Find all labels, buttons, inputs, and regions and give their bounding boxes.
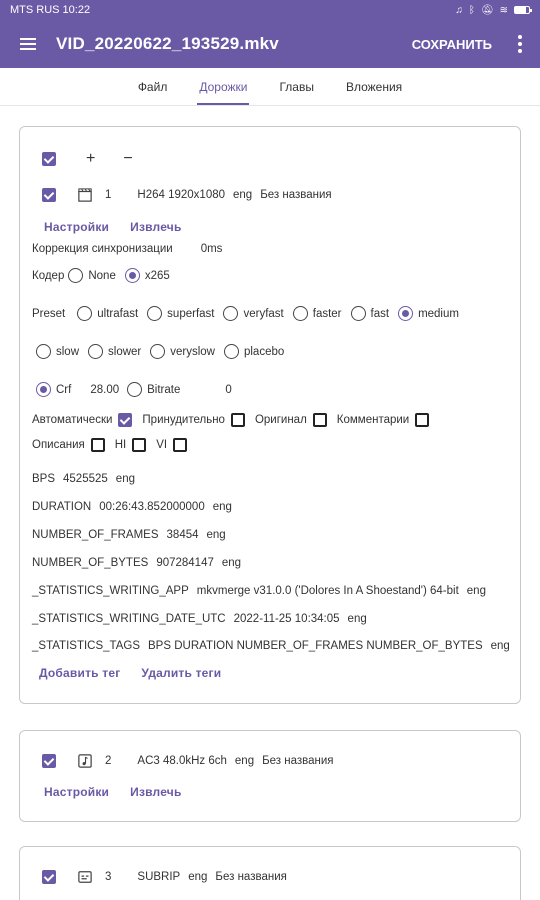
encoder-none-option[interactable] — [68, 268, 116, 283]
preset-veryfast-option[interactable] — [223, 306, 283, 321]
status-icons — [455, 5, 530, 16]
track-extract-button[interactable]: Извлечь — [130, 785, 182, 799]
subtitle-track-icon — [78, 870, 92, 884]
tag-row[interactable] — [32, 585, 486, 597]
preset-veryfast-radio[interactable] — [223, 306, 238, 321]
tag-lang: eng — [212, 501, 232, 513]
tag-lang: eng — [115, 473, 135, 485]
flag-hi-checkbox[interactable] — [132, 438, 146, 452]
encoder-none-label: None — [88, 269, 116, 282]
remove-track-button[interactable]: − — [123, 150, 133, 167]
preset-slower-label: slower — [108, 345, 142, 358]
tag-lang: eng — [206, 529, 226, 541]
status-carrier-time: MTS RUS 10:22 — [10, 4, 91, 16]
bitrate-label: Bitrate — [147, 383, 181, 396]
mute-icon: 🔕︎ — [480, 4, 494, 16]
preset-fast-label: fast — [370, 307, 390, 320]
tag-value: 907284147 — [156, 557, 214, 569]
track-number: 2 — [105, 755, 112, 767]
preset-row-2 — [36, 344, 293, 359]
crf-radio[interactable] — [36, 382, 51, 397]
track-settings-button[interactable]: Настройки — [44, 220, 110, 234]
track-name: Без названия — [260, 189, 332, 201]
bitrate-value[interactable]: 0 — [225, 383, 232, 396]
preset-medium-label: medium — [418, 307, 459, 320]
flag-forced[interactable] — [142, 413, 245, 427]
wifi-icon: ≋ — [499, 4, 508, 16]
flag-vi[interactable] — [156, 438, 187, 452]
preset-placebo-label: placebo — [243, 345, 285, 358]
tag-value: 4525525 — [63, 473, 108, 485]
flags-row-1 — [32, 413, 429, 427]
sync-value[interactable]: 0ms — [200, 243, 223, 255]
preset-medium-option[interactable] — [398, 306, 459, 321]
flag-descriptions-checkbox[interactable] — [91, 438, 105, 452]
tag-key: _STATISTICS_WRITING_DATE_UTC — [32, 613, 226, 625]
flag-vi-label: VI — [156, 439, 168, 451]
tag-value: 38454 — [166, 529, 199, 541]
tag-key: BPS — [32, 473, 56, 485]
flag-forced-checkbox[interactable] — [231, 413, 245, 427]
tag-lang: eng — [490, 640, 510, 652]
tag-lang: eng — [466, 585, 486, 597]
preset-veryslow-option[interactable] — [150, 344, 215, 359]
flag-descriptions[interactable] — [32, 438, 105, 452]
more-options-icon[interactable] — [506, 20, 534, 68]
preset-veryslow-radio[interactable] — [150, 344, 165, 359]
tag-key: NUMBER_OF_FRAMES — [32, 529, 159, 541]
flag-comments[interactable] — [337, 413, 429, 427]
tag-row[interactable] — [32, 473, 135, 485]
battery-icon — [514, 6, 530, 14]
headphones-icon: ♫ — [455, 4, 463, 16]
preset-placebo-radio[interactable] — [224, 344, 239, 359]
track-enable-checkbox[interactable] — [42, 754, 56, 768]
tab-attachments[interactable]: Вложения — [345, 80, 403, 94]
preset-superfast-label: superfast — [167, 307, 215, 320]
preset-faster-radio[interactable] — [293, 306, 308, 321]
bitrate-radio[interactable] — [127, 382, 142, 397]
sync-label: Коррекция синхронизации — [32, 243, 173, 255]
tag-actions — [39, 666, 221, 680]
flag-original-checkbox[interactable] — [313, 413, 327, 427]
track-language: eng — [188, 871, 208, 883]
track-name: Без названия — [262, 755, 334, 767]
crf-option[interactable] — [36, 382, 71, 397]
preset-slow-option[interactable] — [36, 344, 79, 359]
preset-slower-option[interactable] — [88, 344, 141, 359]
tab-bar — [0, 68, 540, 106]
track-number: 3 — [105, 871, 112, 883]
status-bar — [0, 0, 540, 20]
flag-comments-label: Комментарии — [336, 414, 410, 426]
flag-auto[interactable] — [32, 413, 132, 427]
encoder-x265-radio[interactable] — [125, 268, 140, 283]
bitrate-option[interactable] — [127, 382, 180, 397]
preset-veryfast-label: veryfast — [243, 307, 284, 320]
track-actions — [44, 220, 182, 234]
preset-row-1 — [32, 306, 459, 321]
preset-placebo-option[interactable] — [224, 344, 284, 359]
tag-row[interactable] — [32, 640, 510, 652]
tag-value: 00:26:43.852000000 — [99, 501, 205, 513]
flags-row-2 — [32, 438, 197, 452]
track-header — [42, 188, 332, 202]
tag-value: BPS DURATION NUMBER_OF_FRAMES NUMBER_OF_BYTES — [148, 640, 483, 652]
remove-tags-button[interactable]: Удалить теги — [141, 666, 222, 680]
track-name: Без названия — [215, 871, 287, 883]
preset-slow-radio[interactable] — [36, 344, 51, 359]
select-all-checkbox[interactable] — [42, 152, 56, 166]
preset-ultrafast-radio[interactable] — [77, 306, 92, 321]
preset-slow-label: slow — [56, 345, 80, 358]
flag-auto-label: Автоматически — [32, 414, 113, 426]
track-actions — [44, 785, 182, 799]
flag-original[interactable] — [255, 413, 327, 427]
encoder-row — [32, 268, 179, 283]
preset-fast-radio[interactable] — [351, 306, 366, 321]
preset-veryslow-label: veryslow — [170, 345, 215, 358]
crf-value[interactable]: 28.00 — [90, 383, 120, 396]
flag-hi[interactable] — [115, 438, 147, 452]
preset-superfast-option[interactable] — [147, 306, 214, 321]
app-title: VID_20220622_193529.mkv — [56, 34, 279, 53]
tag-row[interactable] — [32, 501, 232, 513]
preset-faster-label: faster — [312, 307, 342, 320]
add-tag-button[interactable]: Добавить тег — [39, 666, 121, 680]
crf-label: Crf — [56, 383, 72, 396]
track-header — [42, 870, 287, 884]
track-extract-button[interactable]: Извлечь — [130, 220, 182, 234]
encoder-none-radio[interactable] — [68, 268, 83, 283]
video-track-icon — [78, 188, 92, 202]
tag-row[interactable] — [32, 613, 367, 625]
tag-key: DURATION — [32, 501, 92, 513]
app-bar — [0, 20, 540, 68]
track-language: eng — [233, 189, 253, 201]
flag-original-label: Оригинал — [254, 414, 307, 426]
preset-faster-option[interactable] — [293, 306, 342, 321]
track-header — [42, 754, 334, 768]
tag-value: 2022-11-25 10:34:05 — [233, 613, 340, 625]
track-card-subtitle — [19, 846, 521, 900]
track-enable-checkbox[interactable] — [42, 188, 56, 202]
rate-control-row — [36, 382, 232, 397]
encoder-x265-label: x265 — [144, 269, 170, 282]
preset-ultrafast-option[interactable] — [77, 306, 138, 321]
track-number: 1 — [105, 189, 112, 201]
preset-ultrafast-label: ultrafast — [97, 307, 139, 320]
track-language: eng — [234, 755, 255, 767]
menu-icon — [20, 38, 36, 50]
encoder-x265-option[interactable] — [125, 268, 170, 283]
flag-vi-checkbox[interactable] — [173, 438, 187, 452]
track-settings-button[interactable]: Настройки — [44, 785, 110, 799]
audio-track-icon — [78, 754, 92, 768]
add-track-button[interactable]: + — [86, 150, 96, 167]
flag-comments-checkbox[interactable] — [415, 413, 429, 427]
flag-forced-label: Принудительно — [142, 414, 225, 426]
flag-hi-label: HI — [114, 439, 127, 451]
tag-lang: eng — [221, 557, 242, 569]
encoder-label: Кодер — [32, 269, 65, 282]
track-enable-checkbox[interactable] — [42, 870, 56, 884]
sync-row — [32, 243, 222, 255]
preset-superfast-radio[interactable] — [147, 306, 162, 321]
tag-key: NUMBER_OF_BYTES — [32, 557, 149, 569]
flag-auto-checkbox[interactable] — [118, 413, 132, 427]
track-info: SUBRIP — [137, 871, 181, 883]
save-button[interactable]: СОХРАНИТЬ — [411, 36, 492, 52]
select-all-row — [42, 150, 133, 168]
tab-tracks[interactable]: Дорожки — [183, 68, 263, 106]
tab-file[interactable]: Файл — [137, 80, 168, 94]
tag-row[interactable] — [32, 557, 241, 569]
tag-key: _STATISTICS_WRITING_APP — [32, 585, 189, 597]
menu-button[interactable] — [0, 20, 56, 68]
track-card-audio — [19, 730, 521, 822]
bluetooth-icon: ᛒ — [468, 4, 475, 16]
tab-chapters[interactable]: Главы — [279, 80, 314, 94]
flag-descriptions-label: Описания — [32, 439, 85, 451]
track-info: H264 1920x1080 — [137, 189, 226, 201]
tag-lang: eng — [347, 613, 367, 625]
preset-slower-radio[interactable] — [88, 344, 103, 359]
tag-key: _STATISTICS_TAGS — [32, 640, 140, 652]
tag-value: mkvmerge v31.0.0 ('Dolores In A Shoestand') 64-bit — [196, 585, 459, 597]
track-card-video — [19, 126, 521, 704]
preset-medium-radio[interactable] — [398, 306, 413, 321]
tag-row[interactable] — [32, 529, 226, 541]
preset-fast-option[interactable] — [351, 306, 390, 321]
track-info: AC3 48.0kHz 6ch — [137, 755, 227, 767]
preset-label: Preset — [32, 307, 66, 320]
